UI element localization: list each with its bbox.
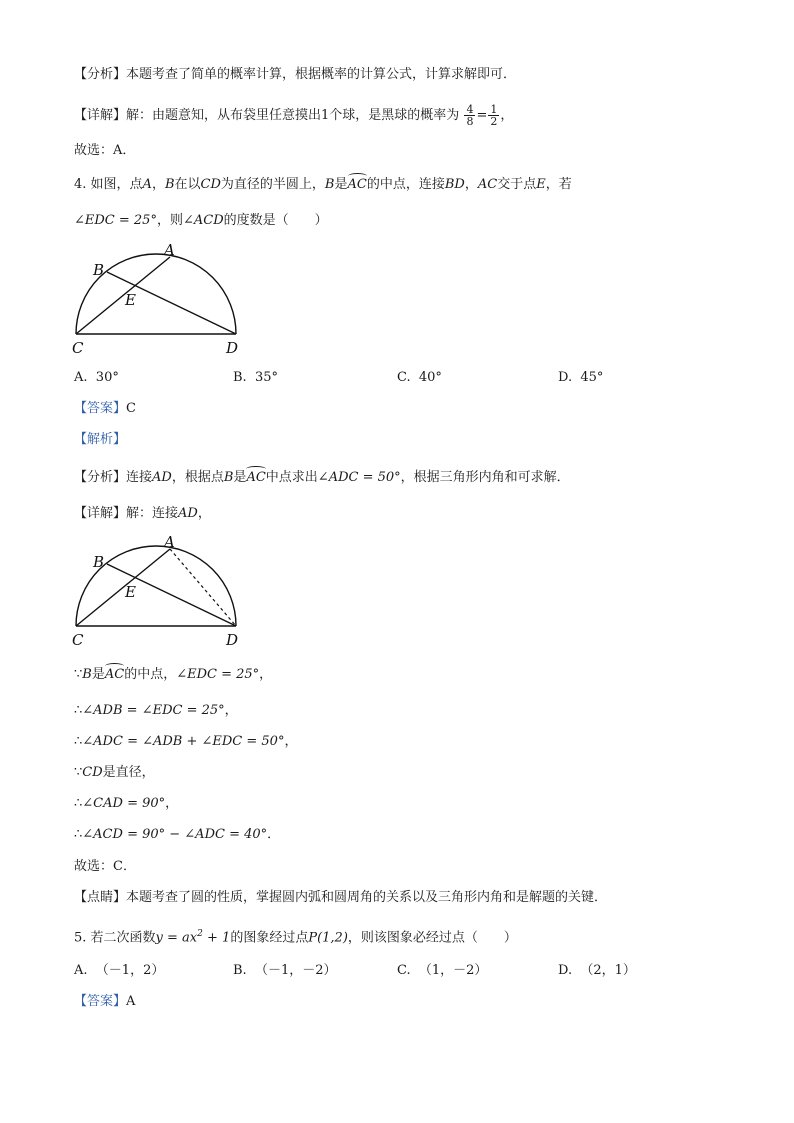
label-c: C bbox=[72, 631, 84, 649]
option-d: D. 45° bbox=[558, 370, 604, 385]
jiexi-line-q4 bbox=[74, 431, 126, 449]
step-2: ∴∠ADB = ∠EDC = 25°， bbox=[74, 703, 238, 718]
answer-value: C bbox=[126, 401, 136, 416]
analysis-line-q3 bbox=[74, 66, 516, 84]
jiexi-tag: 【解析】 bbox=[74, 432, 127, 447]
analysis-tag-q4: 【分析】 bbox=[74, 470, 127, 485]
answer-tag: 【答案】 bbox=[74, 994, 127, 1009]
detail-text: 解：由题意知，从布袋里任意摸出1个球，是黑球的概率为 bbox=[126, 108, 460, 123]
answer-line-q4 bbox=[74, 400, 136, 418]
label-d: D bbox=[226, 339, 239, 357]
dianjing-tag: 【点睛】 bbox=[74, 890, 127, 905]
arc-ac-symbol: AC bbox=[347, 177, 367, 192]
arc-ac-symbol: AC bbox=[246, 470, 266, 485]
question-5-stem: 5. 若二次函数$y = ax^2 + 1$的图象经过点P(1,2)，则该图象必经过点（ ） bbox=[74, 929, 517, 946]
step-4: ∵CD是直径， bbox=[74, 765, 155, 780]
step-6: ∴∠ACD = 90° − ∠ADC = 40°． bbox=[74, 827, 281, 842]
label-a: A bbox=[164, 533, 175, 551]
analysis-line-q4: 【分析】连接AD，根据点B是AC中点求出∠ADC = 50°，根据三角形内角和可求解． bbox=[74, 470, 570, 485]
semicircle-figure-2 bbox=[60, 530, 260, 654]
option-b: B. （－1，－2） bbox=[233, 963, 337, 978]
label-b: B bbox=[93, 261, 105, 279]
detail-line-q3: 【详解】解：由题意知，从布袋里任意摸出1个球，是黑球的概率为 $\frac{4}{8}$ = $\frac{1}{2}$ ， bbox=[74, 103, 514, 128]
fraction-1-2: $\frac{1}{2}$ bbox=[490, 103, 498, 128]
label-a: A bbox=[164, 241, 175, 259]
answer-tag: 【答案】 bbox=[74, 401, 127, 416]
answer-value: A bbox=[126, 994, 136, 1009]
detail-tag-q4: 【详解】 bbox=[74, 506, 127, 521]
detail-tag: 【详解】 bbox=[74, 108, 127, 123]
analysis-tag: 【分析】 bbox=[74, 67, 127, 82]
label-d: D bbox=[226, 631, 239, 649]
option-a: A. （－1，2） bbox=[74, 963, 165, 978]
semicircle-figure-1 bbox=[60, 238, 260, 362]
option-c: C. 40° bbox=[397, 370, 442, 385]
detail-line-q4: 【详解】解：连接AD， bbox=[74, 506, 211, 521]
answer-line-q5 bbox=[74, 993, 135, 1011]
arc-ac-symbol: AC bbox=[104, 667, 125, 682]
label-b: B bbox=[93, 553, 105, 571]
step-5: ∴∠CAD = 90°， bbox=[74, 796, 179, 811]
option-d: D. （2，1） bbox=[558, 963, 636, 978]
option-b: B. 35° bbox=[233, 370, 278, 385]
question-4-line1: 4. 如图，点A，B在以CD为直径的半圆上，B是AC的中点，连接BD，AC交于点E，若 bbox=[74, 177, 572, 192]
dianjing-line-q4 bbox=[74, 889, 607, 907]
step-1: ∵B是AC的中点，∠EDC = 25°， bbox=[74, 667, 273, 682]
label-e: E bbox=[125, 583, 136, 601]
answer-choose-q3: 故选：A． bbox=[74, 143, 136, 158]
answer-choose-q4: 故选：C． bbox=[74, 859, 136, 874]
step-3: ∴∠ADC = ∠ADB + ∠EDC = 50°， bbox=[74, 734, 298, 749]
dianjing-text: 本题考查了圆的性质，掌握圆内弧和圆周角的关系以及三角形内角和是解题的关键． bbox=[126, 890, 608, 905]
analysis-text: 本题考查了简单的概率计算，根据概率的计算公式，计算求解即可． bbox=[126, 67, 517, 82]
label-e: E bbox=[125, 291, 136, 309]
fraction-4-8: $\frac{4}{8}$ bbox=[466, 103, 474, 128]
option-c: C. （1，－2） bbox=[397, 963, 488, 978]
question-4-line2: ∠EDC = 25°，则∠ACD的度数是（ ） bbox=[74, 213, 328, 228]
label-c: C bbox=[72, 339, 84, 357]
option-a: A. 30° bbox=[74, 370, 119, 385]
